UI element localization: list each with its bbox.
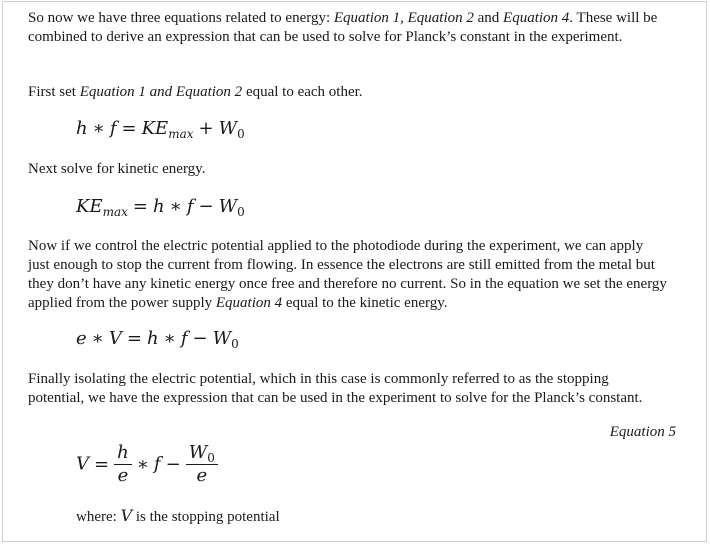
eq-term: V	[108, 328, 122, 349]
emphasis: Equation 1 and Equation 2	[79, 84, 243, 100]
text: equal to each other.	[242, 84, 363, 100]
eq-term: f	[153, 453, 161, 475]
eq-term: f	[186, 196, 194, 217]
eq-operator: ∗	[169, 196, 182, 217]
fraction-denominator: e	[186, 464, 218, 487]
eq-subscript: 0	[237, 205, 245, 219]
eq-term: h	[146, 328, 159, 349]
paragraph-step1	[28, 83, 668, 102]
eq-subscript: 0	[231, 337, 239, 351]
fraction-numerator	[186, 442, 218, 464]
eq-term: W	[212, 328, 232, 349]
eq-operator: =	[121, 118, 137, 139]
eq-subscript: max	[168, 127, 194, 141]
emphasis: Equation 4	[215, 295, 283, 311]
text: equal to the kinetic energy.	[282, 295, 448, 311]
eq-operator: ∗	[92, 118, 105, 139]
where-text: is the stopping potential	[132, 509, 280, 525]
text: So now we have three equations related to energy:	[28, 10, 334, 26]
eq-term: h	[76, 118, 88, 139]
eq-term: e	[76, 328, 87, 349]
emphasis: Equation 1, Equation 2	[333, 10, 474, 26]
eq-term: W	[218, 196, 238, 217]
eq-term: W	[218, 118, 238, 139]
equation-2	[76, 196, 245, 217]
text: . These will be combined to derive an expression that can be used to solve for Planck’s constant in the experiment.	[28, 10, 658, 45]
eq-term: W	[188, 442, 208, 463]
paragraph-step4: Finally isolating the electric potential, which in this case is commonly referred to as the stopping potential, we have the expression that can be used in the experiment to solve for the Planck’s constant.	[28, 371, 643, 406]
eq-operator: =	[132, 196, 148, 217]
equation-label: Equation 5	[609, 424, 676, 440]
eq-operator: ∗	[163, 328, 176, 349]
eq-operator: ∗	[136, 453, 149, 475]
where-variable: V	[120, 506, 133, 525]
fraction-numerator: h	[117, 442, 129, 463]
eq-subscript: 0	[207, 451, 215, 465]
eq-term: V	[76, 453, 89, 475]
eq-term: KE	[141, 118, 169, 139]
eq-subscript: max	[102, 205, 128, 219]
eq-subscript: 0	[237, 127, 245, 141]
emphasis: Equation 4	[503, 10, 570, 26]
paragraph-step2: Next solve for kinetic energy.	[28, 161, 206, 177]
text: First set	[28, 84, 80, 100]
where-label: where:	[76, 509, 121, 525]
eq-operator: −	[198, 196, 214, 217]
eq-term: KE	[76, 196, 103, 217]
eq-term: f	[180, 328, 188, 349]
text: and	[473, 10, 504, 26]
where-clause	[76, 506, 280, 526]
fraction-h-over-e	[114, 442, 132, 487]
eq-operator: ∗	[91, 328, 104, 349]
equation-3	[76, 328, 239, 349]
equation-5	[76, 442, 218, 487]
paragraph-step3	[28, 237, 668, 313]
fraction-denominator: e	[114, 464, 132, 487]
eq-operator: =	[94, 453, 110, 475]
eq-operator: −	[192, 328, 208, 349]
eq-term: h	[153, 196, 165, 217]
eq-term: f	[109, 118, 117, 139]
eq-operator: −	[165, 453, 181, 475]
fraction-w-over-e	[186, 442, 218, 487]
paragraph-intro	[28, 9, 668, 47]
eq-operator: =	[126, 328, 142, 349]
text: Now if we control the electric potential applied to the photodiode during the experiment, we can apply just enough to stop the current from flowing. In essence the electrons are still emitted from the metal but they don’t have any kinetic energy once free and therefore no current. So in the equation we set the energy applied from the power supply	[28, 238, 667, 311]
eq-operator: +	[198, 118, 214, 139]
equation-1	[76, 118, 245, 139]
